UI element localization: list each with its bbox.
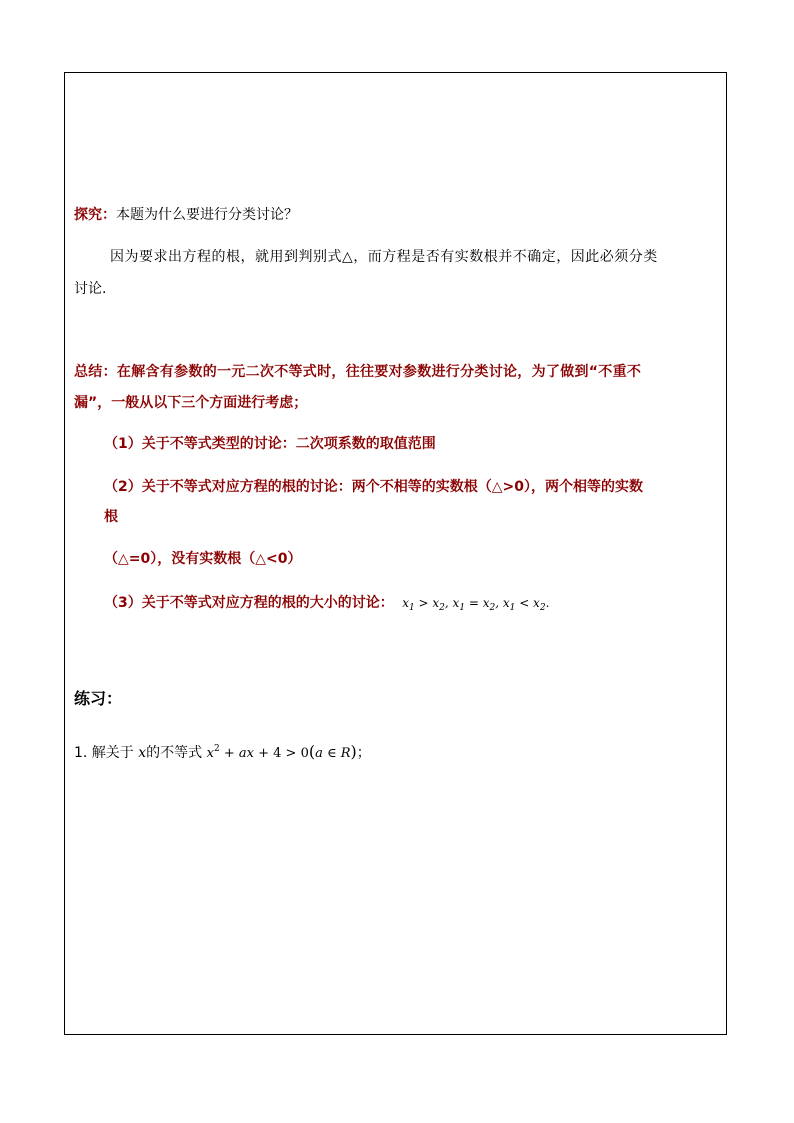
practice-question-1 <box>74 742 371 764</box>
explore-label: 探究： <box>74 207 116 223</box>
explore-line <box>74 205 298 225</box>
summary-item-2-line3: （△=0），没有实数根（△<0） <box>104 551 302 567</box>
summary-item-1: （1）关于不等式类型的讨论：二次项系数的取值范围 <box>104 436 436 452</box>
summary-item-3 <box>104 593 549 613</box>
summary-line1: 总结：在解含有参数的一元二次不等式时，往往要对参数进行分类讨论，为了做到“不重不 <box>74 364 642 380</box>
q1-end: ； <box>356 745 371 761</box>
q1-variable: x <box>138 745 147 761</box>
explore-question: 本题为什么要进行分类讨论？ <box>116 207 298 223</box>
practice-heading: 练习： <box>74 689 123 708</box>
summary-line2: 漏”，一般从以下三个方面进行考虑； <box>74 395 308 411</box>
summary-item-3-text: （3）关于不等式对应方程的根的大小的讨论： <box>104 595 394 611</box>
root-order-formula: $x_1 > x_2$, $x_1 = x_2$, $x_1 < x_2$. <box>402 596 550 613</box>
q1-prefix: 1. 解关于 <box>74 745 134 761</box>
explore-answer-line1: 因为要求出方程的根，就用到判别式△，而方程是否有实数根并不确定，因此必须分类 <box>110 249 658 265</box>
q1-inequality: $x^2$ + ax + 4 > 0(a ∈ R) <box>206 742 357 761</box>
explore-answer-line2: 讨论. <box>74 281 107 297</box>
summary-item-2-line2: 根 <box>104 509 118 525</box>
summary-item-2-line1: （2）关于不等式对应方程的根的讨论：两个不相等的实数根（△>0），两个相等的实数 <box>104 479 643 495</box>
q1-mid: 的不等式 <box>146 745 203 761</box>
